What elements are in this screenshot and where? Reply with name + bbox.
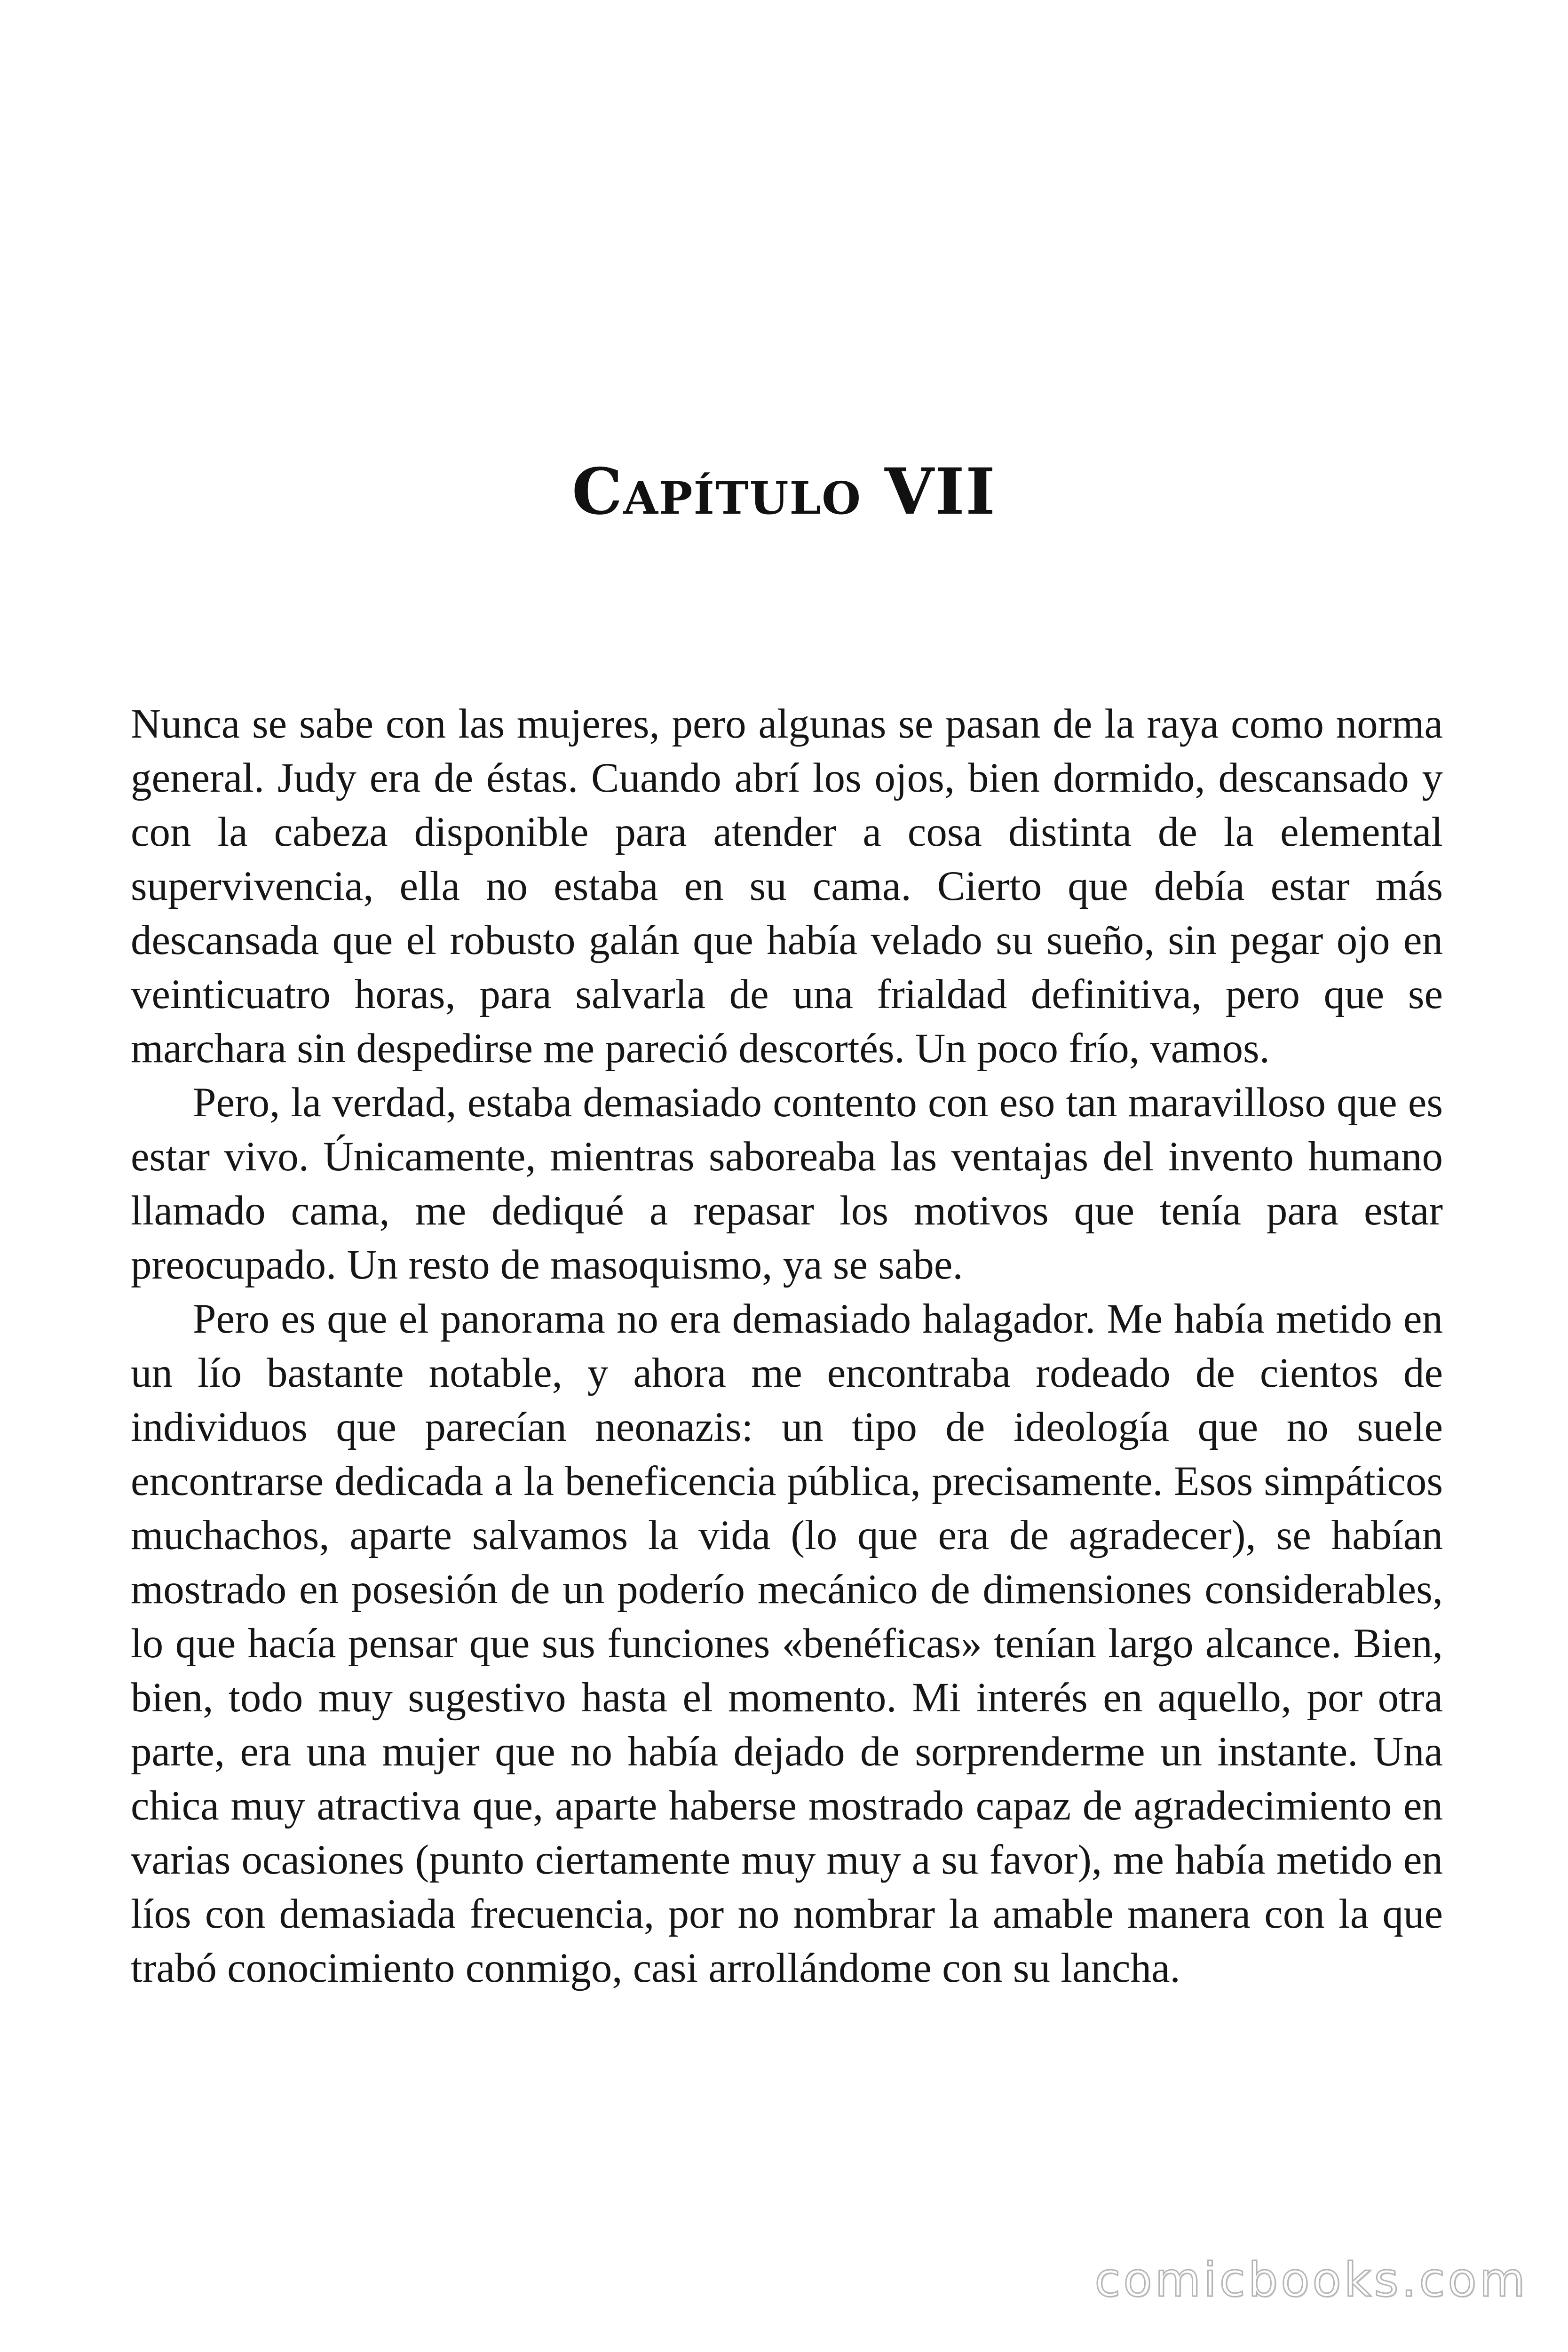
paragraph-3: Pero es que el panorama no era demasiado halagador. Me había metido en un lío bastante notable, y ahora me encontraba rodeado de cientos de individuos que parecían neonazis: un tipo de ideología que no suele encontrarse dedicada a la beneficencia pública, precisamente. Esos simpáticos muchachos, aparte salvamos la vida (lo que era de agradecer), se habían mostrado en posesión de un poderío mecánico de dimensiones considerables, lo que hacía pensar que sus funciones «benéficas» tenían largo alcance. Bien, bien, todo muy sugestivo hasta el momento. Mi interés en aquello, por otra parte, era una mujer que no había dejado de sorprenderme un instante. Una chica muy atractiva que, aparte haberse mostrado capaz de agradecimiento en varias ocasiones (punto ciertamente muy muy a su favor), me había metido en líos con demasiada frecuencia, por no nombrar la amable manera con la que trabó conocimiento conmigo, casi arrollándome con su lancha. bbox=[131, 1296, 1443, 1991]
paragraph-1: Nunca se sabe con las mujeres, pero algunas se pasan de la raya como norma general. Judy era de éstas. Cuando abrí los ojos, bien dormido, descansado y con la cabeza disponible para atender a cosa distinta de la elemental supervivencia, ella no estaba en su cama. Cierto que debía estar más descansada que el robusto galán que había velado su sueño, sin pegar ojo en veinticuatro horas, para salvarla de una frialdad definitiva, pero que se marchara sin despedirse me pareció descortés. Un poco frío, vamos. bbox=[131, 701, 1443, 1072]
chapter-title: Capítulo VII bbox=[571, 454, 997, 529]
watermark: comicbooks.com bbox=[1094, 2252, 1528, 2307]
chapter-body bbox=[131, 697, 1443, 1995]
paragraph-2: Pero, la verdad, estaba demasiado contento con eso tan maravilloso que es estar vivo. Únicamente, mientras saboreaba las ventajas del invento humano llamado cama, me dediqué a repasar los motivos que tenía para estar preocupado. Un resto de masoquismo, ya se sabe. bbox=[131, 1080, 1443, 1288]
